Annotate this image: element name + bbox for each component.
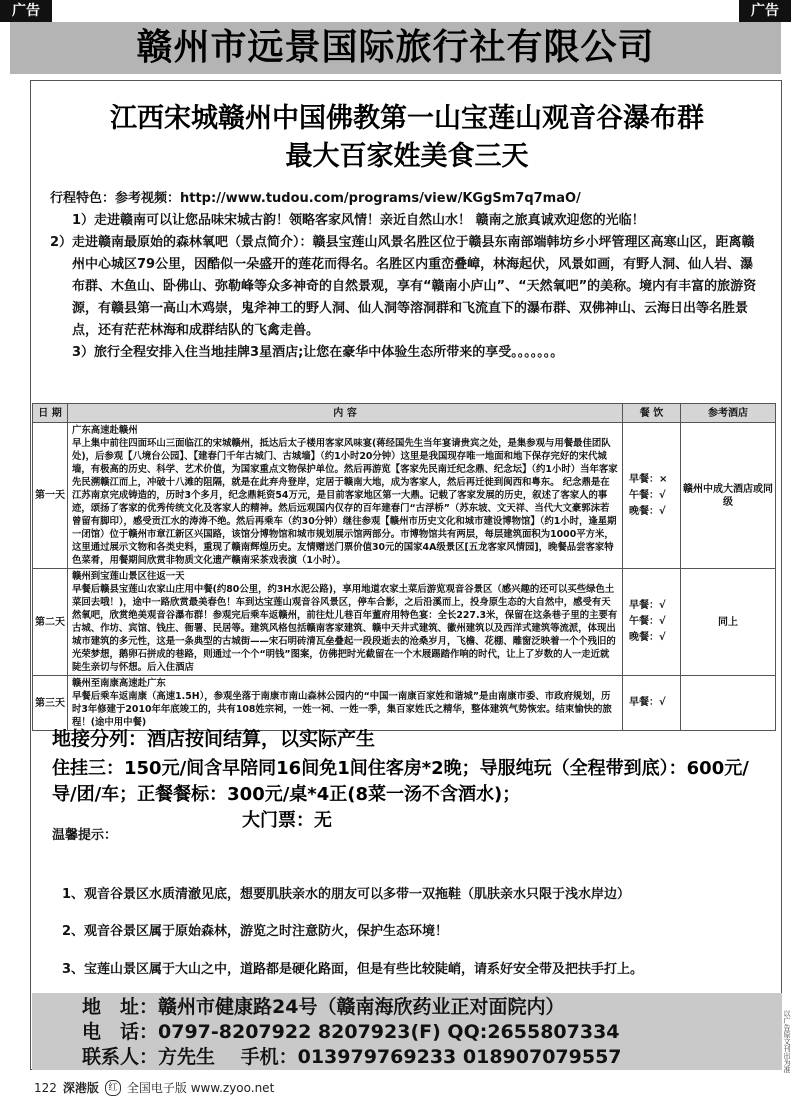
edition-badge-icon: 红	[105, 1080, 121, 1096]
side-disclaimer: 以广告原文刊出为准	[783, 1010, 791, 1073]
itinerary-table	[32, 403, 776, 731]
day-hotel	[681, 676, 776, 731]
page-footer	[34, 1079, 274, 1096]
meal-lunch: 午餐：√	[629, 489, 666, 501]
day-content	[68, 423, 623, 569]
contact-box	[32, 993, 782, 1070]
edition-label: 深港版	[62, 1081, 99, 1095]
price-text: 住挂三：150元/间含早陪同16间免1间住客房*2晚；导服纯玩（全程带到底）：600元/导/团/车；正餐餐标：300元/桌*4正(8菜一汤不含酒水)；	[52, 758, 749, 805]
day-route-title: 赣州到宝莲山景区往返一天	[72, 571, 185, 582]
table-row	[33, 676, 776, 731]
day-description: 早上集中前往四面环山三面临江的宋城赣州，抵达后太子楼用客家风味宴(蒋经国先生当年宴请贵宾之处，是集参观与用餐最佳团队处)，后参观【八境台公园】、【建春门千年古城门、古城墙】（约1小时20分钟）这里是我国现存唯一地面和地下保存完好的宋代城墙，有极高的历史、科学、艺术价值，为国家重点文物保护单位。然后再游览【客家先民南迁纪念鼎、纪念坛】（约1小时）当年客家先民溯赣江而上，冲破十八滩的阻隔，就是在此弃舟登岸，定居于赣南大地，成为客家人，然后再迁徙到闽西和粤东。 纪念鼎是在江苏南京完成铸造的，历时3个多月，纪念鼎耗资54万元，是目前客家地区第一大鼎。记载了客家发展的历史，叙述了客家人的事迹，颂扬了客家的优秀传统文化及客家人的精神。然后远观国内仅存的百年建春门“古浮桥”（苏东坡、文天祥、当代大文豪郭沫若曾留有脚印），感受贡江水的涛涛不绝。然后再乘车（约30分钟）继往参观【赣州市历史文化和城市建设博物馆】（约1小时，逢星期一闭馆）位于赣州市章江新区兴国路，该馆分博物馆和城市规划展示馆两部分。市博物馆共有两层，每层建筑面积为1000平方米，这里通过展示文物和各类史料，重现了赣南辉煌历史。友情赠送门票价值30元的国家4A级景区[五龙客家风情园]，晚餐品尝客家特色菜肴，用餐期间欣赏非物质文化遗产赣南采茶戏表演（1小时）。	[72, 438, 618, 566]
meal-dinner: 晚餐：√	[629, 505, 666, 517]
contact-address: 地 址：赣州市健康路24号（赣南海欣药业正对面院内）	[82, 996, 565, 1018]
tip-item: 2、观音谷景区属于原始森林，游览之时注意防火，保护生态环境！	[62, 924, 449, 939]
tips-title: 温馨提示：	[52, 828, 118, 843]
tip-item: 1、观音谷景区水质清澈见底，想要肌肤亲水的朋友可以多带一双拖鞋（肌肤亲水只限于浅水岸边）	[62, 887, 631, 902]
price-details	[52, 756, 764, 834]
day-meals	[623, 423, 681, 569]
day-description: 早餐后乘车返南康（高速1.5H），参观坐落于南康市南山森林公园内的“中国一南康百家姓和谐城”是由南康市委、市政府规划，历时3年修建于2010年年底竣工的，共有108姓宗祠，一姓一祠、一姓一季，集百家姓氏之精华，整体建筑气势恢宏。结束愉快的旅程！(途中用中餐)	[72, 691, 612, 728]
company-name-banner: 赣州市远景国际旅行社有限公司	[10, 22, 781, 74]
header-meals: 餐 饮	[623, 404, 681, 423]
page-number: 122	[34, 1080, 57, 1095]
day-label: 第一天	[33, 423, 68, 569]
pricing-terms	[52, 726, 764, 834]
day-hotel: 同上	[681, 569, 776, 676]
table-row	[33, 569, 776, 676]
ad-tag-right: 广告	[739, 0, 791, 22]
headline-line-2: 最大百家姓美食三天	[285, 141, 529, 172]
day-description: 早餐后赣县宝莲山农家山庄用中餐(约80公里，约3H水泥公路)，享用地道农家土菜后游览观音谷景区（感兴趣的还可以买些绿色土菜回去哦！)，途中一路欣赏最美春色！车到达宝莲山观音谷风景区，停车合影，之后沿溪而上，投身原生态的大自然中，感受有天然氧吧，欣赏绝美观音谷瀑布群！参观完后乘车返赣州，前往灶儿巷百年董府用特色宴：全长227.3米，保留在这条巷子里的主要有古城、作坊、宾馆、钱庄、衙署、民居等。建筑风格包括赣南客家建筑、赣中天井式建筑、徽州建筑以及西洋式建筑等流派，体现出城市建筑的多元性，这是一条典型的古城街——宋石明砖清瓦垒叠起一段段逝去的沧桑岁月，飞檐、花棚、雕窗泛映着一个个残旧的光荣梦想，鹅卵石拼成的巷路，则通过一个个“明钱”图案，仿佛把时光截留在一个木屐踢踏作响的时代，让上了岁数的人一走近就陡生亲切与怀想。后入住酒店	[72, 584, 618, 673]
settlement-note: 地接分列：酒店按间结算，以实际产生	[52, 728, 376, 750]
ad-tag-left: 广告	[0, 0, 52, 22]
meal-lunch: 午餐：√	[629, 616, 666, 627]
feature-3: 3）旅行全程安排入住当地挂牌3星酒店;让您在豪华中体验生态所带来的享受。。。。。。。	[72, 345, 564, 360]
meal-breakfast: 早餐：√	[629, 600, 666, 611]
header-hotel: 参考酒店	[681, 404, 776, 423]
day-meals	[623, 676, 681, 731]
ticket-note: 大门票：无	[242, 810, 332, 831]
headline-line-1: 江西宋城赣州中国佛教第一山宝莲山观音谷瀑布群	[110, 103, 704, 134]
day-content	[68, 569, 623, 676]
day-label: 第二天	[33, 569, 68, 676]
video-reference: 行程特色：参考视频：http://www.tudou.com/programs/view/KGgSm7q7maO/	[50, 191, 581, 206]
feature-1: 1）走进赣南可以让您品味宋城古韵！领略客家风情！亲近自然山水！ 赣南之旅真诚欢迎您的光临！	[72, 213, 645, 228]
day-meals	[623, 569, 681, 676]
tip-item: 3、宝莲山景区属于大山之中，道路都是硬化路面，但是有些比较陡峭，请系好安全带及把扶手打上。	[62, 962, 644, 977]
day-label: 第三天	[33, 676, 68, 731]
day-route-title: 赣州至南康高速赴广东	[72, 678, 166, 689]
itinerary-features	[50, 188, 762, 364]
header-content: 内 容	[68, 404, 623, 423]
meal-dinner: 晚餐：√	[629, 632, 666, 643]
header-date: 日 期	[33, 404, 68, 423]
site-link[interactable]: 全国电子版 www.zyoo.net	[126, 1081, 275, 1095]
table-row	[33, 423, 776, 569]
contact-person: 联系人：方先生 手机：013979769233 018907079557	[82, 1046, 622, 1068]
meal-breakfast: 早餐：×	[629, 473, 668, 485]
table-header-row	[33, 404, 776, 423]
tour-headline	[32, 100, 782, 176]
feature-2: 2）走进赣南最原始的森林氧吧（景点简介）：赣县宝莲山风景名胜区位于赣县东南部端韩坊乡小坪管理区高寒山区，距离赣州中心城区79公里，因酷似一朵盛开的莲花而得名。名胜区内重峦叠嶂，林海起伏，风景如画，有野人洞、仙人岩、瀑布群、木鱼山、卧佛山、弥勒峰等众多神奇的自然景观，享有“赣南小庐山”、“天然氧吧”的美称。境内有丰富的旅游资源，有赣县第一高山木鸡崇，鬼斧神工的野人洞、仙人洞等溶洞群和飞流直下的瀑布群、双佛神山、云海日出等名胜景点，还有茫茫林海和成群结队的飞禽走兽。	[50, 235, 757, 338]
meal-breakfast: 早餐：√	[629, 697, 666, 708]
day-content	[68, 676, 623, 731]
day-route-title: 广东高速赴赣州	[72, 425, 138, 436]
contact-phone: 电 话：0797-8207922 8207923(F) QQ:2655807334	[82, 1021, 620, 1043]
day-hotel: 赣州中成大酒店或同级	[681, 423, 776, 569]
